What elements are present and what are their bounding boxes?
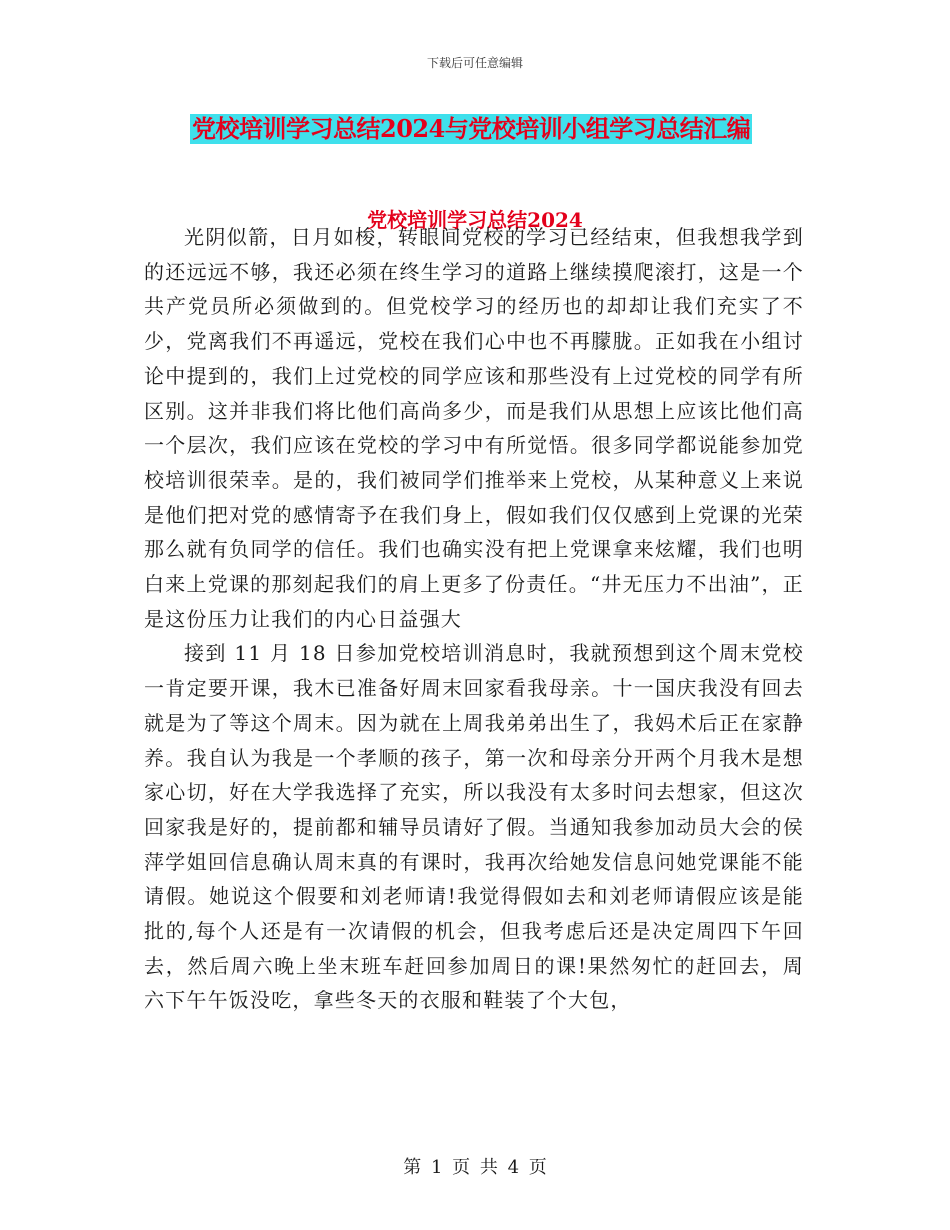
paragraph-1: 光阴似箭，日月如梭，转眼间党校的学习已经结束，但我想我学到的还远远不够，我还必须在终生学习的道路上继续摸爬滚打，这是一个共产党员所必须做到的。但党校学习的经历也的却却让我们充实了不少，党离我们不再遥远，党校在我们心中也不再朦胧。正如我在小组讨论中提到的，我们上过党校的同学应该和那些没有上过党校的同学有所区别。这并非我们将比他们高尚多少，而是我们从思想上应该比他们高一个层次，我们应该在党校的学习中有所觉悟。很多同学都说能参加党校培训很荣幸。是的，我们被同学们推举来上党校，从某种意义上来说是他们把对党的感情寄予在我们身上，假如我们仅仅感到上党课的光荣那么就有负同学的信任。我们也确实没有把上党课拿来炫耀，我们也明白来上党课的那刻起我们的肩上更多了份责任。“井无压力不出油”，正是这份压力让我们的内心日益强大 [144,225,804,631]
body-text [144,220,804,1018]
page-footer: 第 1 页 共 4 页 [403,1157,547,1178]
header-note: 下载后可任意编辑 [426,56,523,70]
section-title: 党校培训学习总结2024 [367,208,583,232]
document-title: 党校培训学习总结2024与党校培训小组学习总结汇编 [192,114,751,143]
paragraph-2: 接到 11 月 18 日参加党校培训消息时，我就预想到这个周末党校一肯定要开课，我木已准备好周末回家看我母亲。十一国庆我没有回去就是为了等这个周末。因为就在上周我弟弟出生了，我妈术后正在家静养。我自认为我是一个孝顺的孩子，第一次和母亲分开两个月我木是想家心切，好在大学我选择了充实，所以我没有太多时问去想家，但这次回家我是好的，提前都和辅导员请好了假。当通知我参加动员大会的侯萍学姐回信息确认周末真的有课时，我再次给她发信息问她党课能不能请假。她说这个假要和刘老师请!我觉得假如去和刘老师请假应该是能批的,每个人还是有一次请假的机会，但我考虑后还是决定周四下午回去，然后周六晚上坐末班车赶回参加周日的课!果然匆忙的赶回去，周六下午午饭没吃，拿些冬天的衣服和鞋装了个大包， [144,641,804,1013]
